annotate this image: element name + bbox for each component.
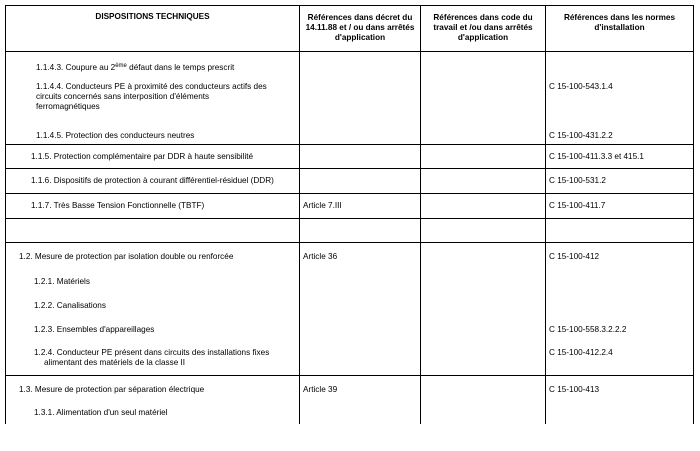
- norme-ref: C 15-100-543.1.4: [546, 80, 694, 125]
- row-text-line: 1.2.4. Conducteur PE présent dans circuits des installations fixes: [34, 347, 270, 357]
- norme-ref: C 15-100-431.2.2: [546, 125, 694, 145]
- header-normes: Références dans les normes d'installation: [546, 6, 694, 52]
- technical-provisions-table: [5, 5, 694, 424]
- row-text: 1.1.7. Très Basse Tension Fonctionnelle (TBTF): [6, 194, 300, 219]
- row-text: [6, 52, 300, 80]
- row-text-line: 1.1.4.4. Conducteurs PE à proximité des conducteurs actifs des: [36, 81, 267, 91]
- row-text-line: ferromagnétiques: [36, 101, 100, 111]
- table-row: [6, 400, 694, 424]
- table-row: [6, 52, 694, 80]
- header-row: [6, 6, 694, 52]
- row-text: 1.3.1. Alimentation d'un seul matériel: [6, 400, 300, 424]
- document-page: [5, 5, 693, 424]
- superscript: ème: [115, 63, 127, 69]
- norme-ref: C 15-100-413: [546, 376, 694, 400]
- row-text: 1.1.4.5. Protection des conducteurs neutres: [6, 125, 300, 145]
- table-row: [6, 316, 694, 340]
- decret-ref: Article 7.III: [300, 194, 421, 219]
- row-text: 1.2.2. Canalisations: [6, 292, 300, 316]
- table-row: [6, 243, 694, 268]
- norme-ref: C 15-100-558.3.2.2.2: [546, 316, 694, 340]
- table-row: [6, 169, 694, 194]
- row-text: 1.1.6. Dispositifs de protection à courant différentiel-résiduel (DDR): [6, 169, 300, 194]
- row-text-line: alimentant des matériels de la classe II: [44, 357, 186, 367]
- table-row: [6, 292, 694, 316]
- row-text: [6, 80, 300, 125]
- norme-ref: C 15-100-531.2: [546, 169, 694, 194]
- row-text-part: 1.1.4.3. Coupure au 2: [36, 63, 116, 72]
- row-text: 1.2.1. Matériels: [6, 268, 300, 292]
- table-row: [6, 376, 694, 400]
- table-row: [6, 194, 694, 219]
- header-dispositions: DISPOSITIONS TECHNIQUES: [6, 6, 300, 52]
- norme-ref: C 15-100-412.2.4: [546, 340, 694, 376]
- decret-ref: Article 39: [300, 376, 421, 400]
- header-code-travail: Références dans code du travail et /ou dans arrêtés d'application: [421, 6, 546, 52]
- table-row: [6, 80, 694, 125]
- table-row: [6, 340, 694, 376]
- row-text: 1.3. Mesure de protection par séparation électrique: [6, 376, 300, 400]
- norme-ref: C 15-100-412: [546, 243, 694, 268]
- row-text: [6, 340, 300, 376]
- empty-row: [6, 219, 694, 243]
- table-row: [6, 125, 694, 145]
- norme-ref: C 15-100-411.7: [546, 194, 694, 219]
- decret-ref: Article 36: [300, 243, 421, 268]
- row-text-line: circuits concernés sans interposition d'éléments: [36, 91, 210, 101]
- table-row: [6, 145, 694, 169]
- row-text: 1.2.3. Ensembles d'appareillages: [6, 316, 300, 340]
- row-text-part: défaut dans le temps prescrit: [126, 63, 235, 72]
- norme-ref: C 15-100-411.3.3 et 415.1: [546, 145, 694, 169]
- row-text: 1.1.5. Protection complémentaire par DDR à haute sensibilité: [6, 145, 300, 169]
- table-row: [6, 268, 694, 292]
- row-text: 1.2. Mesure de protection par isolation double ou renforcée: [6, 243, 300, 268]
- header-decret: Références dans décret du 14.11.88 et / ou dans arrêtés d'application: [300, 6, 421, 52]
